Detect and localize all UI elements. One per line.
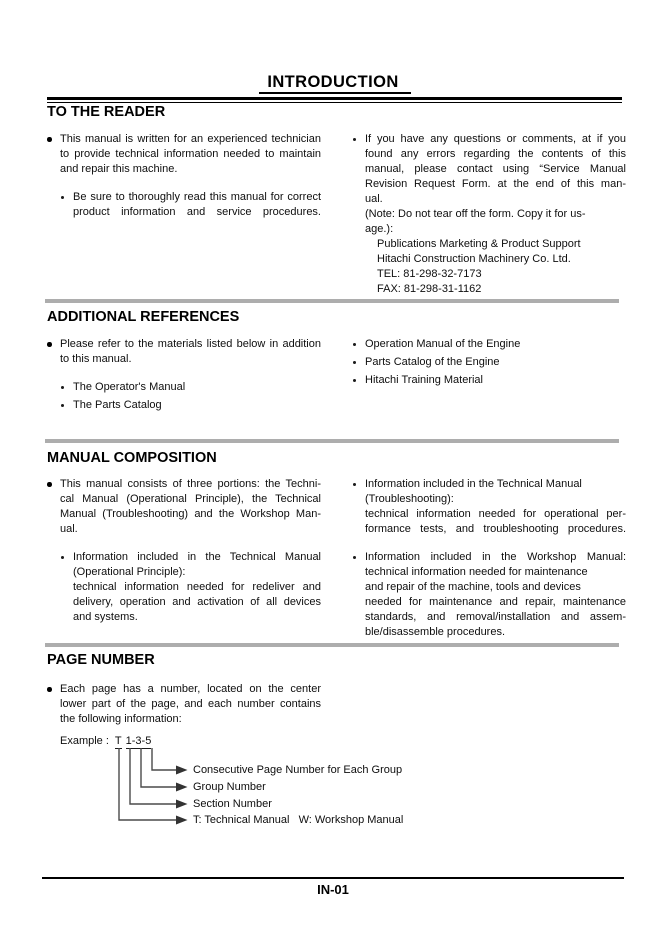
address-block: Publications Marketing & Product Support Hitachi Construction Machinery Co. Ltd. TEL: 81-298-32-7173 FAX: 81-298-31-1162	[377, 238, 581, 295]
sub-bullet-item	[60, 380, 321, 395]
arrow-right-icon	[176, 816, 188, 825]
diagram-label-group-number: Group Number	[193, 781, 266, 793]
sub-bullet-marker	[352, 337, 365, 352]
bullet-item	[47, 132, 321, 177]
contact-paragraph: If you have any questions or comments, at if you found any errors regarding the contents of this manual, please contact using “Service Manual Revision Request Form. at the end of this man- ual.	[365, 133, 626, 205]
bullet-marker	[47, 132, 60, 177]
arrow-right-icon	[176, 783, 188, 792]
sub-bullet-marker	[60, 550, 73, 625]
heading-additional-references: ADDITIONAL REFERENCES	[47, 309, 240, 325]
list-item-text: Operation Manual of the Engine	[365, 338, 521, 350]
page-title: INTRODUCTION	[267, 73, 399, 91]
sub-bullet-item	[352, 550, 626, 640]
diagram-line-section	[130, 748, 176, 804]
bullet-item	[47, 337, 321, 367]
sub-bullet-marker	[60, 398, 73, 413]
sub-bullet-marker	[352, 355, 365, 370]
diagram-label-manual-type: T: Technical Manual W: Workshop Manual	[193, 814, 404, 826]
sub-bullet-marker	[352, 373, 365, 388]
sub-bullet-text: The Parts Catalog	[73, 399, 162, 411]
bullet-item	[352, 132, 626, 297]
sub-bullet-item	[60, 398, 321, 413]
heading-page-number: PAGE NUMBER	[47, 652, 155, 668]
bullet-text: Please refer to the materials listed below in addition to this manual.	[60, 338, 321, 365]
sub-bullet-text: Information included in the Workshop Manual: technical information needed for maintenance and repair of the machine, tools and devices needed for maintenance and repair, maintenance standards, and removal/installation and assem- ble/disassemble procedures.	[365, 551, 626, 638]
sub-bullet-text: Information included in the Technical Manual (Troubleshooting): technical information needed for operational per- formance tests, and troubleshooting procedures.	[365, 478, 626, 535]
arrow-right-icon	[176, 766, 188, 775]
bullet-marker	[47, 477, 60, 537]
sub-bullet-item	[60, 550, 321, 625]
sub-bullet-marker	[352, 477, 365, 537]
sub-bullet-text: Be sure to thoroughly read this manual for correct product information and service procedures.	[73, 191, 321, 218]
example-code-letter: T	[114, 735, 122, 747]
sub-bullet-item	[352, 477, 626, 537]
double-rule-top	[47, 97, 622, 100]
sub-bullet-marker	[352, 550, 365, 640]
footer-page-number: IN-01	[317, 882, 349, 897]
manual-composition-left-column	[47, 477, 321, 625]
sub-bullet-marker	[60, 380, 73, 395]
example-label: Example :	[60, 735, 109, 747]
sub-bullet-marker	[352, 132, 365, 297]
example-code-number: 1-3-5	[125, 735, 152, 747]
divider-bar	[45, 299, 619, 303]
additional-references-right-column	[352, 337, 626, 388]
bullet-item	[47, 477, 321, 537]
page-number-diagram-lines	[110, 742, 196, 828]
list-item-text: Hitachi Training Material	[365, 374, 483, 386]
title-underline	[259, 92, 411, 94]
list-item	[352, 337, 626, 352]
bullet-marker	[47, 682, 60, 727]
to-the-reader-right-column	[352, 132, 626, 297]
bullet-text: Each page has a number, located on the center lower part of the page, and each number contains the following information:	[60, 683, 321, 725]
list-item	[352, 373, 626, 388]
sub-bullet-marker	[60, 190, 73, 220]
diagram-label-consecutive-page-number: Consecutive Page Number for Each Group	[193, 764, 403, 776]
sub-bullet-item	[60, 190, 321, 220]
heading-to-the-reader: TO THE READER	[47, 104, 166, 120]
to-the-reader-left-column	[47, 132, 321, 220]
bullet-text: This manual is written for an experienced technician to provide technical information needed to maintain and repair this machine.	[60, 133, 321, 175]
divider-bar	[45, 439, 619, 443]
note-paragraph: (Note: Do not tear off the form. Copy it for us- age.):	[365, 208, 586, 235]
bullet-text: This manual consists of three portions: the Techni- cal Manual (Operational Principle), the Technical Manual (Troubleshooting) and the Workshop Man- ual.	[60, 478, 321, 535]
heading-manual-composition: MANUAL COMPOSITION	[47, 450, 217, 466]
diagram-label-section-number: Section Number	[193, 798, 272, 810]
list-item-text: Parts Catalog of the Engine	[365, 356, 500, 368]
list-item	[352, 355, 626, 370]
divider-bar	[45, 643, 619, 647]
page-number-column	[47, 682, 321, 727]
diagram-line-group	[141, 748, 176, 787]
bullet-item	[47, 682, 321, 727]
diagram-line-manual-type	[119, 748, 176, 820]
sub-bullet-text: The Operator's Manual	[73, 381, 186, 393]
manual-composition-right-column	[352, 477, 626, 640]
footer-rule	[42, 877, 624, 879]
bullet-marker	[47, 337, 60, 367]
additional-references-left-column	[47, 337, 321, 413]
sub-bullet-text: Information included in the Technical Manual (Operational Principle): technical information needed for redeliver and delivery, operation and activation of all devices and systems.	[73, 551, 321, 623]
diagram-line-consecutive	[152, 748, 176, 770]
arrow-right-icon	[176, 800, 188, 809]
bullet-text	[365, 132, 626, 297]
double-rule-bottom	[47, 102, 622, 103]
